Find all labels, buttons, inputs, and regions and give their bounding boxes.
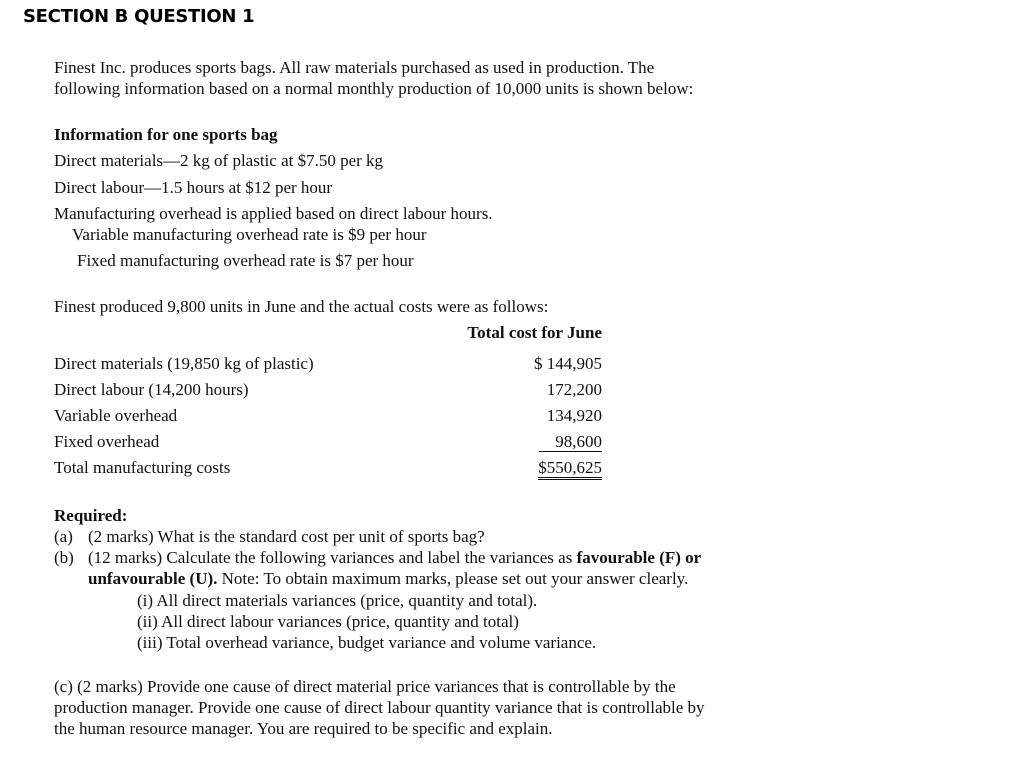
intro-line-1: Finest Inc. produces sports bags. All raw materials purchased as used in production. The [54, 58, 655, 77]
required-title: Required: [54, 506, 128, 525]
info-fixed-rate: Fixed manufacturing overhead rate is $7 per hour [77, 251, 414, 270]
cost-row-amount: 134,920 [546, 406, 602, 425]
column-header: Total cost for June [467, 323, 602, 342]
cost-row-amount: $ 144,905 [534, 354, 602, 373]
total-amount: $550,625 [538, 458, 602, 480]
required-a-marker: (a) [54, 527, 73, 546]
required-b-item: (iii) Total overhead variance, budget variance and volume variance. [137, 633, 597, 652]
info-overhead: Manufacturing overhead is applied based on direct labour hours. [54, 204, 493, 223]
info-direct-labour: Direct labour—1.5 hours at $12 per hour [54, 178, 333, 197]
cost-row-label: Total manufacturing costs [54, 458, 231, 477]
required-b-marker: (b) [54, 548, 74, 567]
cost-row-label: Direct materials (19,850 kg of plastic) [54, 354, 314, 373]
cost-row-label: Fixed overhead [54, 432, 160, 451]
info-direct-materials: Direct materials—2 kg of plastic at $7.50 per kg [54, 151, 384, 170]
intro-line-2: following information based on a normal monthly production of 10,000 units is shown below: [54, 79, 694, 98]
required-b-line1 [88, 547, 701, 568]
required-c-line-1: (c) (2 marks) Provide one cause of direct material price variances that is controllable by the [54, 677, 676, 696]
required-b-item: (ii) All direct labour variances (price, quantity and total) [137, 612, 519, 631]
cost-row-label: Direct labour (14,200 hours) [54, 380, 249, 399]
required-b-text-pre: (12 marks) Calculate the following variances and label the variances as [88, 548, 577, 567]
required-c-line-2: production manager. Provide one cause of direct labour quantity variance that is controllable by [54, 698, 705, 717]
required-c-line-3: the human resource manager. You are required to be specific and explain. [54, 719, 553, 738]
cost-row-amount [538, 457, 602, 480]
required-b-bold2: unfavourable (U). [88, 569, 218, 588]
required-b-bold1: favourable (F) or [576, 548, 702, 567]
required-b-text-post: Note: To obtain maximum marks, please set out your answer clearly. [217, 569, 689, 588]
fixed-overhead-amount: 98,600 [539, 432, 602, 452]
required-a-text: (2 marks) What is the standard cost per unit of sports bag? [88, 527, 485, 546]
section-heading: SECTION B QUESTION 1 [23, 6, 255, 27]
cost-row-label: Variable overhead [54, 406, 178, 425]
info-title: Information for one sports bag [54, 125, 278, 144]
cost-row-amount [539, 431, 602, 452]
required-b-item: (i) All direct materials variances (price, quantity and total). [137, 591, 538, 610]
required-b-line2 [88, 568, 688, 589]
actual-intro: Finest produced 9,800 units in June and the actual costs were as follows: [54, 297, 549, 316]
info-variable-rate: Variable manufacturing overhead rate is $9 per hour [72, 225, 427, 244]
cost-row-amount: 172,200 [546, 380, 602, 399]
